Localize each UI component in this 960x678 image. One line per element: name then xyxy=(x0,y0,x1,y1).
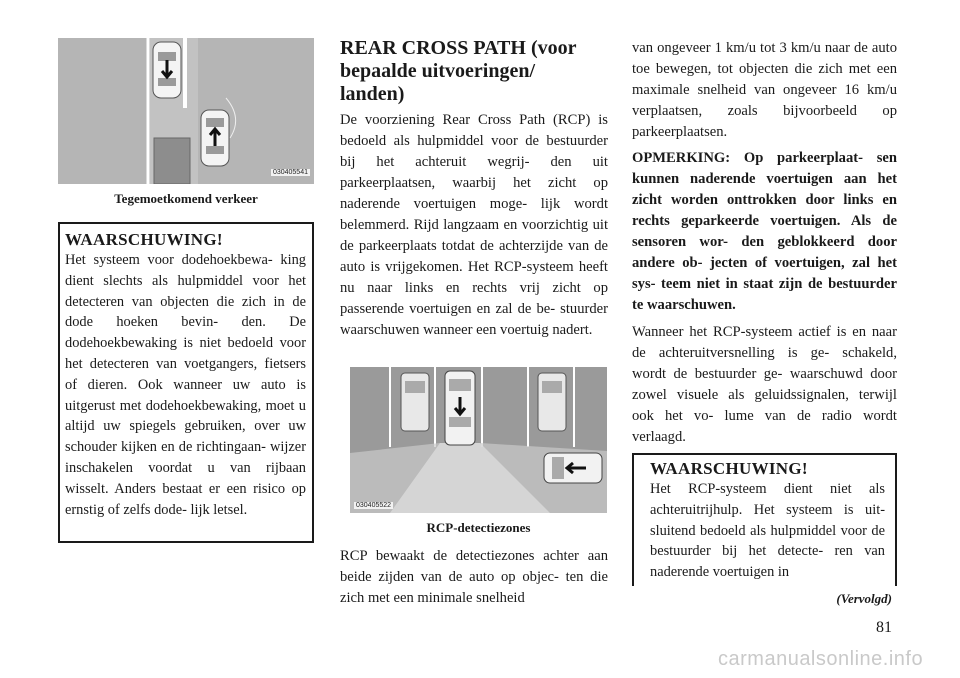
parking-diagram xyxy=(350,367,607,513)
figure-id: 030405541 xyxy=(272,169,308,176)
rcp-detection-figure xyxy=(350,367,607,513)
warning-text: Het RCP-systeem dient niet als achteruitrijhulp. Het systeem is uit- sluitend bedoeld als hulpmiddel voor de bestuurder bij het detecte- ren van naderende voertuigen in xyxy=(650,481,885,581)
reversing-car xyxy=(445,371,475,445)
warning-title: WAARSCHUWING! xyxy=(65,230,223,249)
rcp-monitor-text: RCP bewaakt de detectiezones achter aan beide zijden van de auto op objec- ten die zich met een minimale snelheid xyxy=(340,548,608,606)
parked-car-right xyxy=(538,373,566,431)
rcp-intro-text: De voorziening Rear Cross Path (RCP) is bedoeld als hulpmiddel voor de bestuurder bij het achteruit wegrij- den uit parkeerplaatsen, waarbij het zicht op naderende voertuigen moge- lijk wordt belemmerd. Rijd langzaam en voorzichtig uit de parkeerplaats totdat de achterzijde van de auto is vrijgekomen. Het RCP-systeem heeft nu naar links en rechts vrij zicht op passerende voertuigen en zal de be- stuurder waarschuwen wanneer een voertuig nadert. xyxy=(340,112,608,338)
rcp-note-text: OPMERKING: Op parkeerplaat- sen kunnen naderende voertuigen aan het zicht worden onttrokken door links en rechts geparkeerde voertuigen. Als de sensoren wor- den geblokkeerd door andere ob- jecten of voertuigen, zal het sys- teem niet in staat zijn de bestuurder te waarschuwen. xyxy=(632,150,897,313)
warning-text: Het systeem voor dodehoekbewa- king dient slechts als hulpmiddel voor het detecteren van objecten die zich in de dode hoeken bevin- den. De dodehoekbewaking is niet bedoeld voor het detecteren van voetgangers, fietsers of dieren. Ook wanneer uw auto is uitgerust met dodehoekbewaking, moet u altijd uw spiegels gebruiken, over uw schouder kijken en de richtingaan- wijzer inschakelen voordat u van rijbaan wisselt. Anders bestaat er een risico op ernstig of zelfs dode- lijk letsel. xyxy=(65,252,306,518)
figure-caption: Tegemoetkomend verkeer xyxy=(114,191,258,206)
section-heading: REAR CROSS PATH (voor bepaalde uitvoeringen/ landen) xyxy=(340,37,577,105)
lane-diagram xyxy=(58,38,314,184)
car-bottom xyxy=(201,110,229,166)
rcp-speed-text: van ongeveer 1 km/u tot 3 km/u naar de auto toe bewegen, tot objecten die zich met een maximale snelheid van ongeveer 16 km/u verplaatsen, zoals bijvoorbeeld op parkeerplaatsen. xyxy=(632,40,897,140)
approaching-car xyxy=(544,453,602,483)
figure-id: 030405522 xyxy=(356,502,392,509)
page-number: 81 xyxy=(876,619,892,636)
blind-spot-warning-box xyxy=(58,222,314,543)
site-watermark: carmanualsonline.info xyxy=(718,648,924,670)
parked-car-left xyxy=(401,373,429,431)
continued-label: (Vervolgd) xyxy=(836,591,892,606)
car-top xyxy=(153,42,181,98)
oncoming-traffic-figure xyxy=(58,38,314,184)
figure-caption: RCP-detectiezones xyxy=(426,520,531,535)
rcp-active-text: Wanneer het RCP-systeem actief is en naar de achteruitversnelling is ge- schakeld, wordt de bestuurder ge- waarschuwd door zowel visuele als geluidssignalen, terwijl ook het vo- lume van de radio wordt verlaagd. xyxy=(632,324,897,445)
warning-title: WAARSCHUWING! xyxy=(650,459,808,478)
rcp-warning-box xyxy=(632,453,897,586)
